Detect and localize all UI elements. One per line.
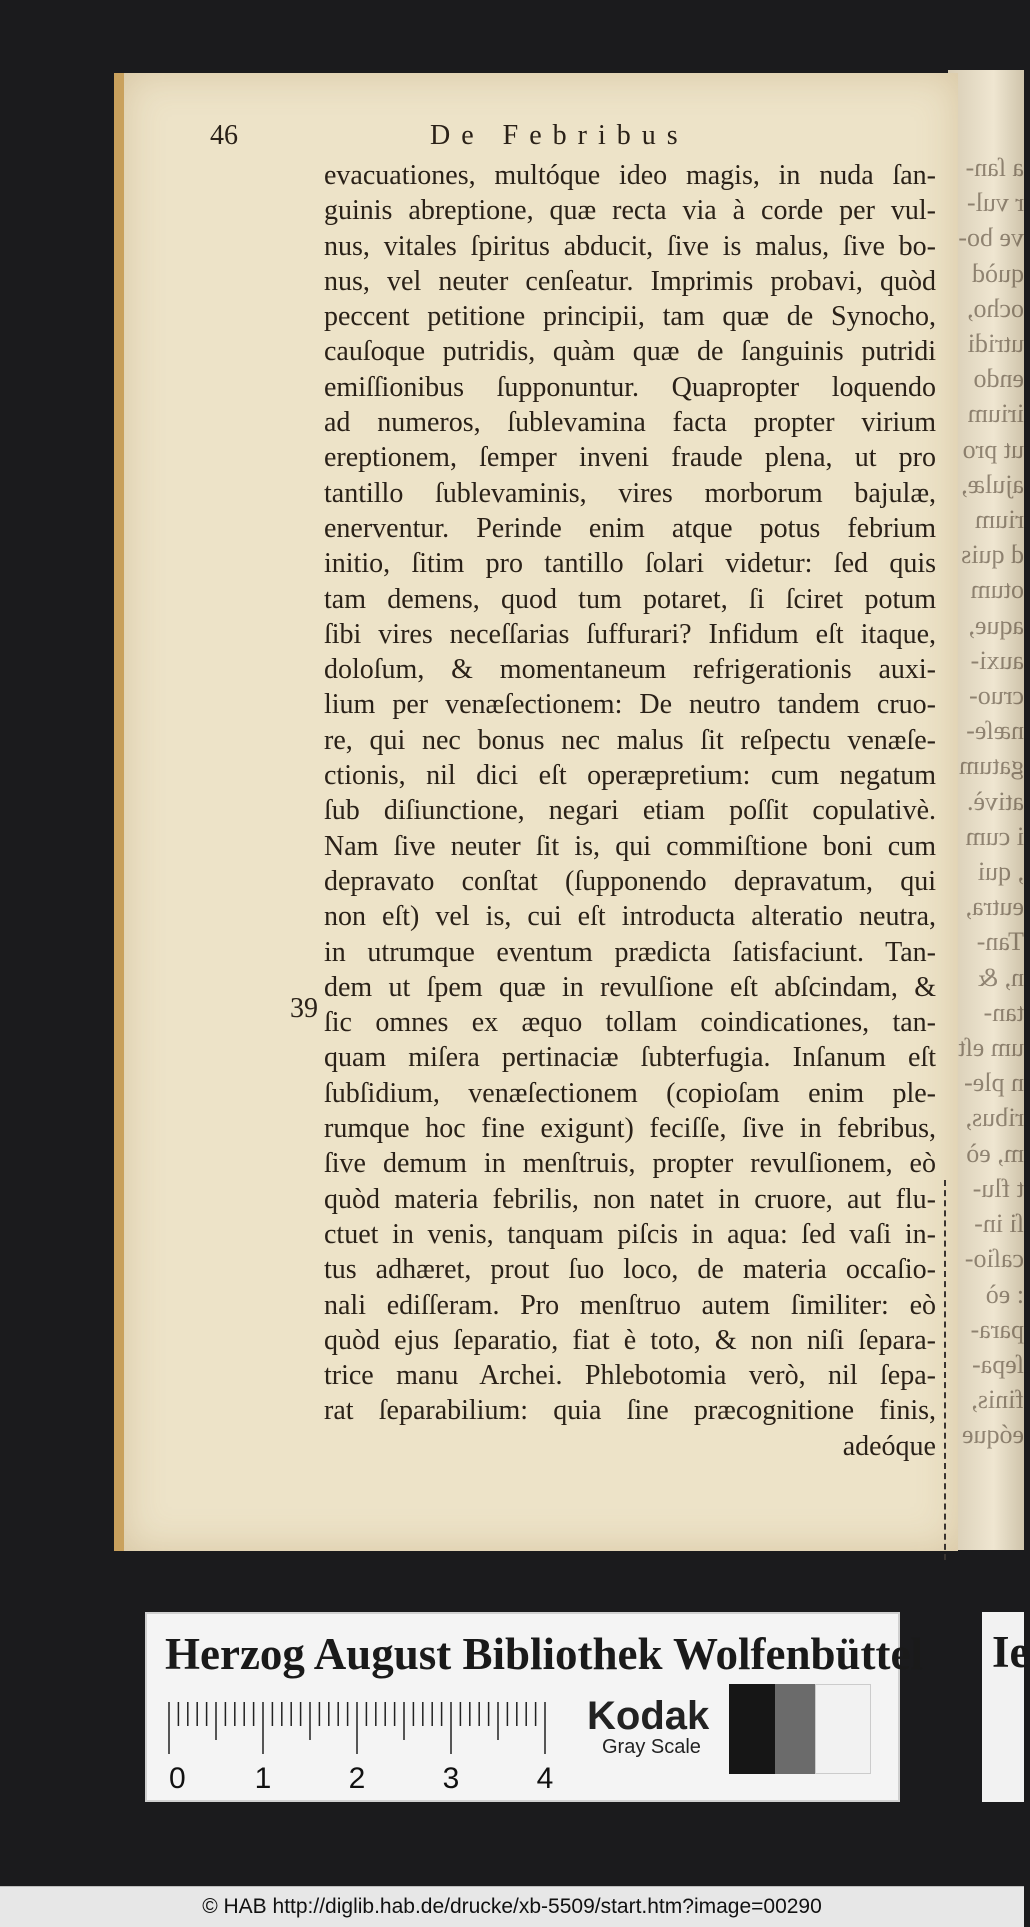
swatch-gray [775, 1684, 815, 1774]
swatch-black [729, 1684, 775, 1774]
text-line: ctuet in venis, tanquam piſcis in aqua: ſed vaſi in- [324, 1218, 936, 1250]
library-name: Herzog August Bibliothek Wolfenbüttel [165, 1629, 923, 1679]
text-line: adeóque [842, 1430, 936, 1462]
text-line: cauſoque putridis, quàm quæ de ſanguinis putridi [324, 336, 936, 368]
text-line: quam miſera pertinaciæ ſubterfugia. Inſanum eſt [324, 1042, 936, 1074]
page-gutter-line [944, 1180, 946, 1560]
facing-page-fragment: otum [970, 575, 1024, 605]
facing-page-fragment: ve bo- [958, 223, 1024, 253]
ruler-label: 3 [442, 1762, 460, 1795]
footer-bar [0, 1886, 1024, 1927]
color-strip-edge-text: Ie [992, 1627, 1030, 1677]
facing-page-fragment: m, eò [966, 1138, 1024, 1168]
facing-page-fragment: : eò [985, 1279, 1024, 1309]
ruler-label: 0 [169, 1762, 186, 1795]
facing-page-fragment: ativè. [966, 786, 1024, 816]
facing-page-fragment: ribus, [965, 1103, 1024, 1133]
swatch-white [815, 1684, 871, 1774]
text-line: emiſſionibus ſupponuntur. Quapropter loquendo [324, 371, 936, 403]
ruler-label: 2 [348, 1762, 366, 1795]
text-line: ſub diſiunctione, negari etiam poſſit copulativè. [324, 795, 936, 827]
text-line: peccent petitione principii, tam quæ de Synocho, [324, 301, 936, 333]
facing-page-fragment: endo [973, 364, 1024, 394]
facing-page-fragment: cruo- [969, 681, 1024, 711]
facing-page-fragment: gatum [959, 751, 1024, 781]
facing-page-fragment: quòd [972, 258, 1024, 288]
facing-page-fragment: næſe- [966, 716, 1024, 746]
kodak-logo: Kodak [587, 1694, 710, 1738]
color-strip-edge [982, 1612, 1030, 1802]
text-line: tus adhæret, prout ſuo loco, de materia occaſio- [324, 1254, 936, 1286]
text-line: rat ſeparabilium: quia ſine præcognitione finis, [324, 1395, 936, 1427]
text-line: guinis abreptione, quæ recta via à corde per vul- [324, 195, 936, 227]
footer-copyright: © HAB http://diglib.hab.de/drucke/xb-5509/start.htm?image=00290 [202, 1895, 822, 1918]
text-line: in utrumque eventum prædicta ſatisfaciunt. Tan- [324, 936, 936, 968]
text-line: doloſum, & momentaneum refrigerationis auxi- [324, 654, 936, 686]
gray-scale-label: Gray Scale [602, 1736, 701, 1758]
facing-page-fragment: n ple- [964, 1068, 1024, 1098]
facing-page-fragment: r vul- [966, 188, 1024, 218]
facing-page-fragment: a ſan- [965, 153, 1024, 182]
text-line: ad numeros, ſublevamina facta propter virium [324, 407, 936, 439]
text-line: initio, ſitim pro tantillo ſolari videtur: ſed quis [324, 548, 936, 580]
text-line: ſibi vires neceſſarias ſuffurari? Infidum eſt itaque, [324, 618, 936, 650]
text-line: ereptionem, ſemper inveni fraude plena, ut pro [324, 442, 936, 474]
facing-page-fragment: ut pro [962, 434, 1024, 464]
text-line: rumque hoc fine exigunt) feciſſe, ſive in febribus, [324, 1113, 936, 1145]
running-head: De Febribus [430, 120, 689, 151]
facing-page-fragment: utridi [967, 329, 1024, 359]
facing-page-fragment: Tan- [976, 927, 1024, 957]
text-line: depravato conſtat (ſupponendo depravatum, qui [324, 865, 936, 897]
text-line: Nam ſive neuter ſit is, qui commiſtione boni cum [324, 830, 936, 862]
body-text [324, 158, 936, 1464]
text-line: evacuationes, multóque ideo magis, in nuda ſan- [324, 160, 936, 191]
facing-page-fragment: irium [967, 399, 1024, 429]
facing-page-fragment: para- [970, 1314, 1024, 1344]
marginal-number: 39 [290, 993, 318, 1024]
facing-page-fragment: rium [974, 505, 1024, 535]
facing-page-fragment: um eſt [958, 1033, 1024, 1063]
facing-page-fragment: tan- [983, 997, 1024, 1027]
facing-page-fragment: t flu- [972, 1173, 1024, 1203]
facing-page-fragment: i cum [965, 821, 1024, 851]
text-line: tam demens, quod tum potaret, ſi ſciret potum [324, 583, 936, 615]
text-line: dem ut ſpem quæ in revulſione eſt abſcindam, & [324, 971, 936, 1003]
text-line: lium per venæſectionem: De neutro tandem cruo- [324, 689, 936, 721]
text-line: enerventur. Perinde enim atque potus febrium [324, 512, 936, 544]
facing-page-fragment: auxi- [970, 645, 1024, 675]
facing-page-fragment: ſepa- [972, 1349, 1024, 1379]
text-line: quòd ejus ſeparatio, fiat è toto, & non niſi ſepara- [324, 1324, 936, 1356]
text-line: re, qui nec bonus nec malus ſit reſpectu venæſe- [324, 724, 936, 756]
text-line: ctionis, nil dici eſt operæpretium: cum negatum [324, 760, 936, 792]
text-line: nus, vitales ſpiritus abducit, ſive is malus, ſive bo- [324, 230, 936, 262]
page-number: 46 [210, 120, 238, 151]
facing-page-fragment: ſi in- [974, 1209, 1024, 1239]
facing-page-fragment: eutra, [965, 892, 1024, 922]
ruler-scale [167, 1698, 587, 1794]
facing-page-fragment: finis, [971, 1385, 1024, 1415]
text-line: ſubſidium, venæſectionem (copioſam enim ple- [324, 1077, 936, 1109]
text-line: tantillo ſublevaminis, vires morborum bajulæ, [324, 477, 936, 509]
facing-page-fragment: caſio- [964, 1244, 1024, 1274]
ruler-label: 1 [254, 1762, 272, 1795]
color-calibration-strip [145, 1612, 923, 1802]
text-line: ſive demum in menſtruis, propter revulſionem, eò [324, 1148, 936, 1180]
text-line: trice manu Archei. Phlebotomia verò, nil ſepa- [324, 1360, 936, 1392]
facing-page-edge [948, 70, 1024, 1550]
text-line: nus, vel neuter cenſeatur. Imprimis probavi, quòd [324, 265, 936, 297]
text-line: nali ediſſeram. Pro menſtruo autem ſimiliter: eò [324, 1289, 936, 1321]
text-line: non eſt) vel is, cui eſt introducta alteratio neutra, [324, 901, 936, 933]
facing-page-fragment: n, & [977, 962, 1024, 992]
facing-page-fragment: aque, [968, 610, 1024, 640]
facing-page-fragment: d quis [961, 540, 1024, 570]
text-line: ſic omnes ex æquo tollam coindicationes, tan- [324, 1007, 936, 1039]
facing-page-fragment: ajulæ, [961, 469, 1024, 499]
facing-page-fragment: , qui [977, 857, 1024, 887]
facing-page-bleed-text [954, 150, 1024, 1453]
ruler-label: 4 [536, 1762, 554, 1795]
facing-page-fragment: ocho, [966, 293, 1024, 323]
text-line: quòd materia febrilis, non natet in cruore, aut flu- [324, 1183, 936, 1215]
facing-page-fragment: eóque [961, 1420, 1024, 1450]
